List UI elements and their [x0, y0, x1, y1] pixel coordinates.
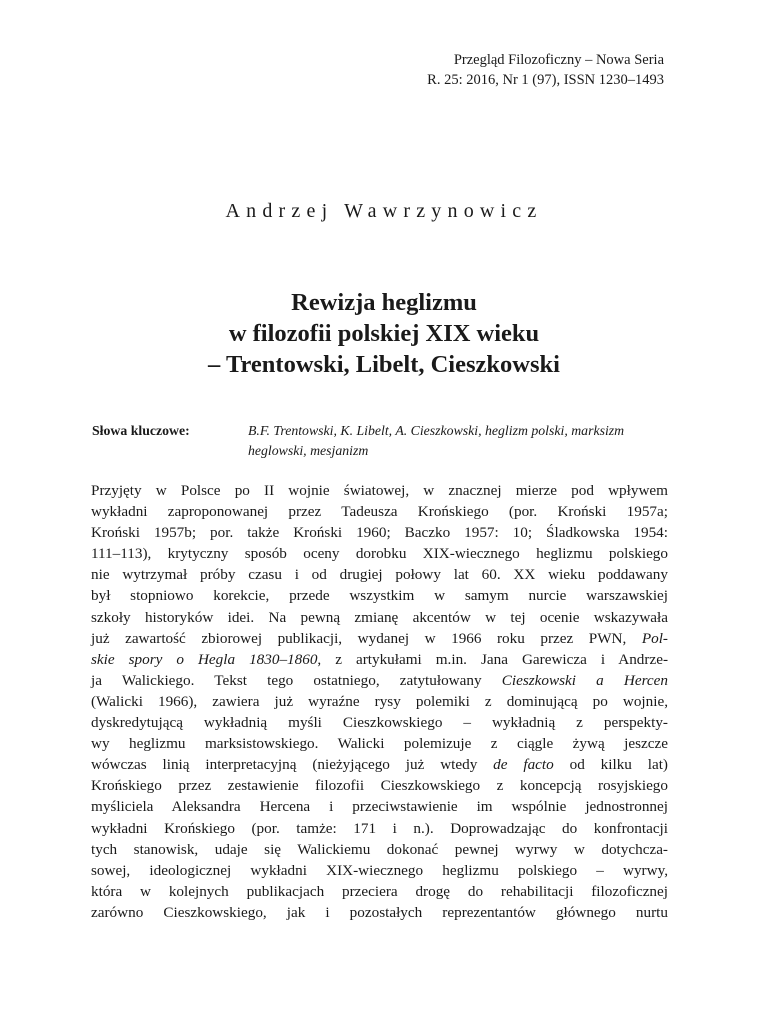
body-text-span: , z artykułami m.in. Jana Garewicza i Andrze- — [317, 650, 668, 668]
body-line — [91, 585, 668, 606]
keywords-label: Słowa kluczowe: — [92, 423, 190, 438]
body-text-span: tych stanowisk, udaje się Walickiemu dokonać pewnej wyrwy w dotychcza- — [91, 840, 668, 858]
body-text-span: Krońskiego przez zestawienie filozofii Cieszkowskiego z koncepcją rosyjskiego — [91, 777, 668, 795]
body-line — [91, 712, 668, 733]
body-line — [91, 649, 668, 670]
body-text-span: Przyjęty w Polsce po II wojnie światowej, w znacznej mierze pod wpływem — [91, 482, 668, 499]
body-text-span: zarówno Cieszkowskiego, jak i pozostałych reprezentantów głównego nurtu — [91, 903, 668, 921]
body-line — [91, 607, 668, 628]
journal-header — [427, 50, 664, 90]
latin-phrase-italic: de facto — [493, 756, 554, 774]
body-line — [91, 818, 668, 839]
body-text-span: od kilku lat) — [553, 756, 668, 774]
body-text-span: która w kolejnych publikacjach przeciera drogę do rehabilitacji filozoficznej — [91, 882, 668, 900]
body-text-span: sowej, ideologicznej wykładni XIX-wiecznego heglizmu polskiego – wyrwy, — [91, 861, 668, 879]
body-line — [91, 754, 668, 775]
body-text-span: był stopniowo korekcie, przede wszystkim w samym nurcie warszawskiej — [91, 587, 668, 605]
body-text-span: (Walicki 1966), zawiera już wyraźne rysy polemiki z dominującą po wojnie, — [91, 692, 668, 710]
article-title-italic: Cieszkowski a Hercen — [501, 671, 668, 689]
body-paragraph — [91, 480, 668, 923]
body-line — [91, 881, 668, 902]
body-text-span: wy heglizmu marksistowskiego. Walicki polemizuje z ciągle żywą jeszcze — [91, 735, 668, 753]
body-text-span: wówczas linią interpretacyjną (nieżyjącego już wtedy — [91, 756, 494, 774]
body-text-span: ja Walickiego. Tekst tego ostatniego, zatytułowany — [91, 671, 502, 689]
keywords-line: B.F. Trentowski, K. Libelt, A. Cieszkowski, heglizm polski, marksizm — [248, 423, 625, 438]
keywords-list — [248, 421, 678, 461]
body-line — [91, 480, 668, 501]
body-line — [91, 902, 668, 923]
journal-issue: R. 25: 2016, Nr 1 (97), ISSN 1230–1493 — [427, 72, 664, 88]
body-text-span: dyskredytującą wykładnią myśli Cieszkowskiego – wykładnią z perspekty- — [91, 714, 668, 732]
body-line — [91, 522, 668, 543]
keywords-line: heglowski, mesjanizm — [248, 443, 369, 458]
title-line: w filozofii polskiej XIX wieku — [228, 320, 540, 347]
body-text-span: nie wytrzymał próby czasu i od drugiej połowy lat 60. XX wieku poddawany — [91, 566, 668, 584]
article-title — [0, 287, 768, 380]
body-text-span: szkoły historyków idei. Na pewną zmianę akcentów w tej ocenie wskazywała — [91, 608, 668, 626]
journal-name: Przegląd Filozoficzny – Nowa Seria — [453, 52, 664, 68]
body-line — [91, 543, 668, 564]
body-line — [91, 796, 668, 817]
body-text-span: już zawartość zbiorowej publikacji, wydanej w 1966 roku przez PWN, — [91, 629, 642, 647]
body-text-span: wykładni Krońskiego (por. tamże: 171 i n.). Doprowadzając do konfrontacji — [91, 819, 668, 837]
title-line: Rewizja heglizmu — [291, 289, 477, 316]
title-line: – Trentowski, Libelt, Cieszkowski — [208, 351, 560, 378]
body-line — [91, 860, 668, 881]
body-text-span: wykładni zaproponowanej przez Tadeusza Krońskiego (por. Kroński 1957a; — [91, 503, 668, 521]
body-line — [91, 691, 668, 712]
body-line — [91, 670, 668, 691]
body-line — [91, 839, 668, 860]
body-line — [91, 628, 668, 649]
author-name: Andrzej Wawrzynowicz — [225, 200, 543, 222]
body-line — [91, 733, 668, 754]
body-line — [91, 564, 668, 585]
body-line — [91, 501, 668, 522]
book-title-italic: Pol- — [641, 629, 668, 647]
body-text-span: 111–113), krytyczny sposób oceny dorobku XIX-wiecznego heglizmu polskiego — [91, 545, 668, 563]
book-title-italic: skie spory o Hegla 1830–1860 — [91, 650, 318, 668]
body-text-span: myśliciela Aleksandra Hercena i przeciwstawienie im wspólnie jednostronnej — [91, 798, 668, 816]
body-line — [91, 775, 668, 796]
body-text-span: Kroński 1957b; por. także Kroński 1960; Baczko 1957: 10; Śladkowska 1954: — [91, 524, 668, 542]
